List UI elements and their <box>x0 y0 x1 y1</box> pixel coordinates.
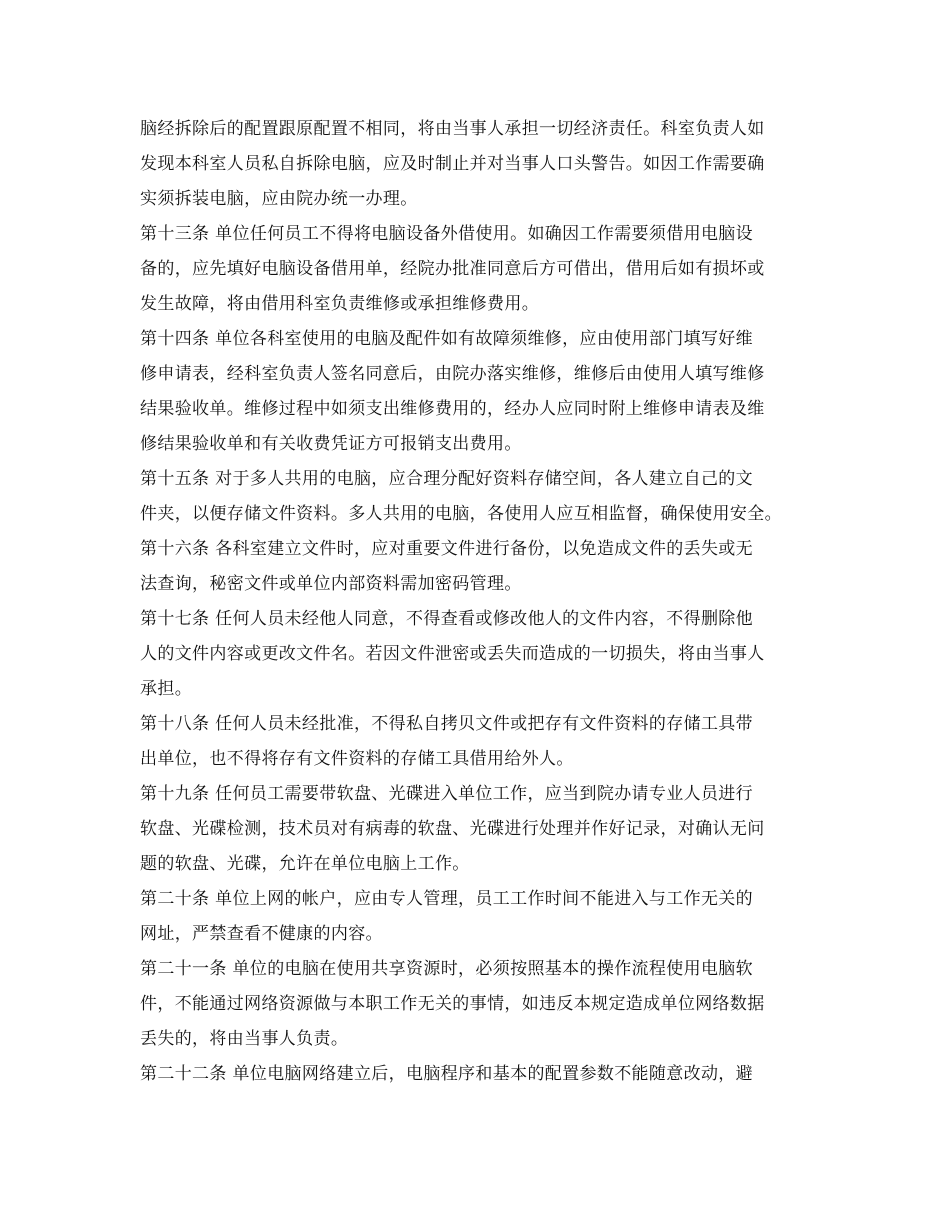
text-line: 第二十一条 单位的电脑在使用共享资源时，必须按照基本的操作流程使用电脑软 <box>140 959 754 979</box>
text-line: 软盘、光碟检测，技术员对有病毒的软盘、光碟进行处理并作好记录，对确认无问 <box>140 819 765 839</box>
text-line: 第十七条 任何人员未经他人同意，不得查看或修改他人的文件内容，不得删除他 <box>140 609 754 629</box>
text-line: 第二十二条 单位电脑网络建立后，电脑程序和基本的配置参数不能随意改动，避 <box>140 1064 754 1084</box>
text-line: 修申请表，经科室负责人签名同意后，由院办落实维修，维修后由使用人填写维修 <box>140 364 765 384</box>
text-line: 第十四条 单位各科室使用的电脑及配件如有故障须维修，应由使用部门填写好维 <box>140 329 754 349</box>
text-line: 备的，应先填好电脑设备借用单，经院办批准同意后方可借出，借用后如有损坏或 <box>140 259 765 279</box>
text-line: 件，不能通过网络资源做与本职工作无关的事情，如违反本规定造成单位网络数据 <box>140 994 765 1014</box>
text-line: 出单位，也不得将存有文件资料的存储工具借用给外人。 <box>140 749 574 769</box>
text-line: 承担。 <box>140 679 193 699</box>
text-line: 第十三条 单位任何员工不得将电脑设备外借使用。如确因工作需要须借用电脑设 <box>140 224 754 244</box>
text-line: 发现本科室人员私自拆除电脑，应及时制止并对当事人口头警告。如因工作需要确 <box>140 154 765 174</box>
text-line: 人的文件内容或更改文件名。若因文件泄密或丢失而造成的一切损失，将由当事人 <box>140 644 765 664</box>
text-line: 第十八条 任何人员未经批准，不得私自拷贝文件或把存有文件资料的存储工具带 <box>140 714 754 734</box>
text-line: 脑经拆除后的配置跟原配置不相同，将由当事人承担一切经济责任。科室负责人如 <box>140 119 765 139</box>
text-line: 第十五条 对于多人共用的电脑，应合理分配好资料存储空间，各人建立自己的文 <box>140 469 754 489</box>
text-line: 网址，严禁查看不健康的内容。 <box>140 924 383 944</box>
text-line: 实须拆装电脑，应由院办统一办理。 <box>140 189 418 209</box>
text-line: 修结果验收单和有关收费凭证方可报销支出费用。 <box>140 434 522 454</box>
text-line: 丢失的，将由当事人负责。 <box>140 1029 349 1049</box>
document-body <box>140 112 830 1092</box>
text-line: 第二十条 单位上网的帐户，应由专人管理，员工工作时间不能进入与工作无关的 <box>140 889 754 909</box>
text-line: 结果验收单。维修过程中如须支出维修费用的，经办人应同时附上维修申请表及维 <box>140 399 765 419</box>
text-line: 第十九条 任何员工需要带软盘、光碟进入单位工作，应当到院办请专业人员进行 <box>140 784 754 804</box>
text-line: 法查询，秘密文件或单位内部资料需加密码管理。 <box>140 574 522 594</box>
text-line: 第十六条 各科室建立文件时，应对重要文件进行备份，以免造成文件的丢失或无 <box>140 539 754 559</box>
text-line: 发生故障，将由借用科室负责维修或承担维修费用。 <box>140 294 540 314</box>
text-line: 件夹，以便存储文件资料。多人共用的电脑，各使用人应互相监督，确保使用安全。 <box>140 504 782 524</box>
text-line: 题的软盘、光碟，允许在单位电脑上工作。 <box>140 854 470 874</box>
